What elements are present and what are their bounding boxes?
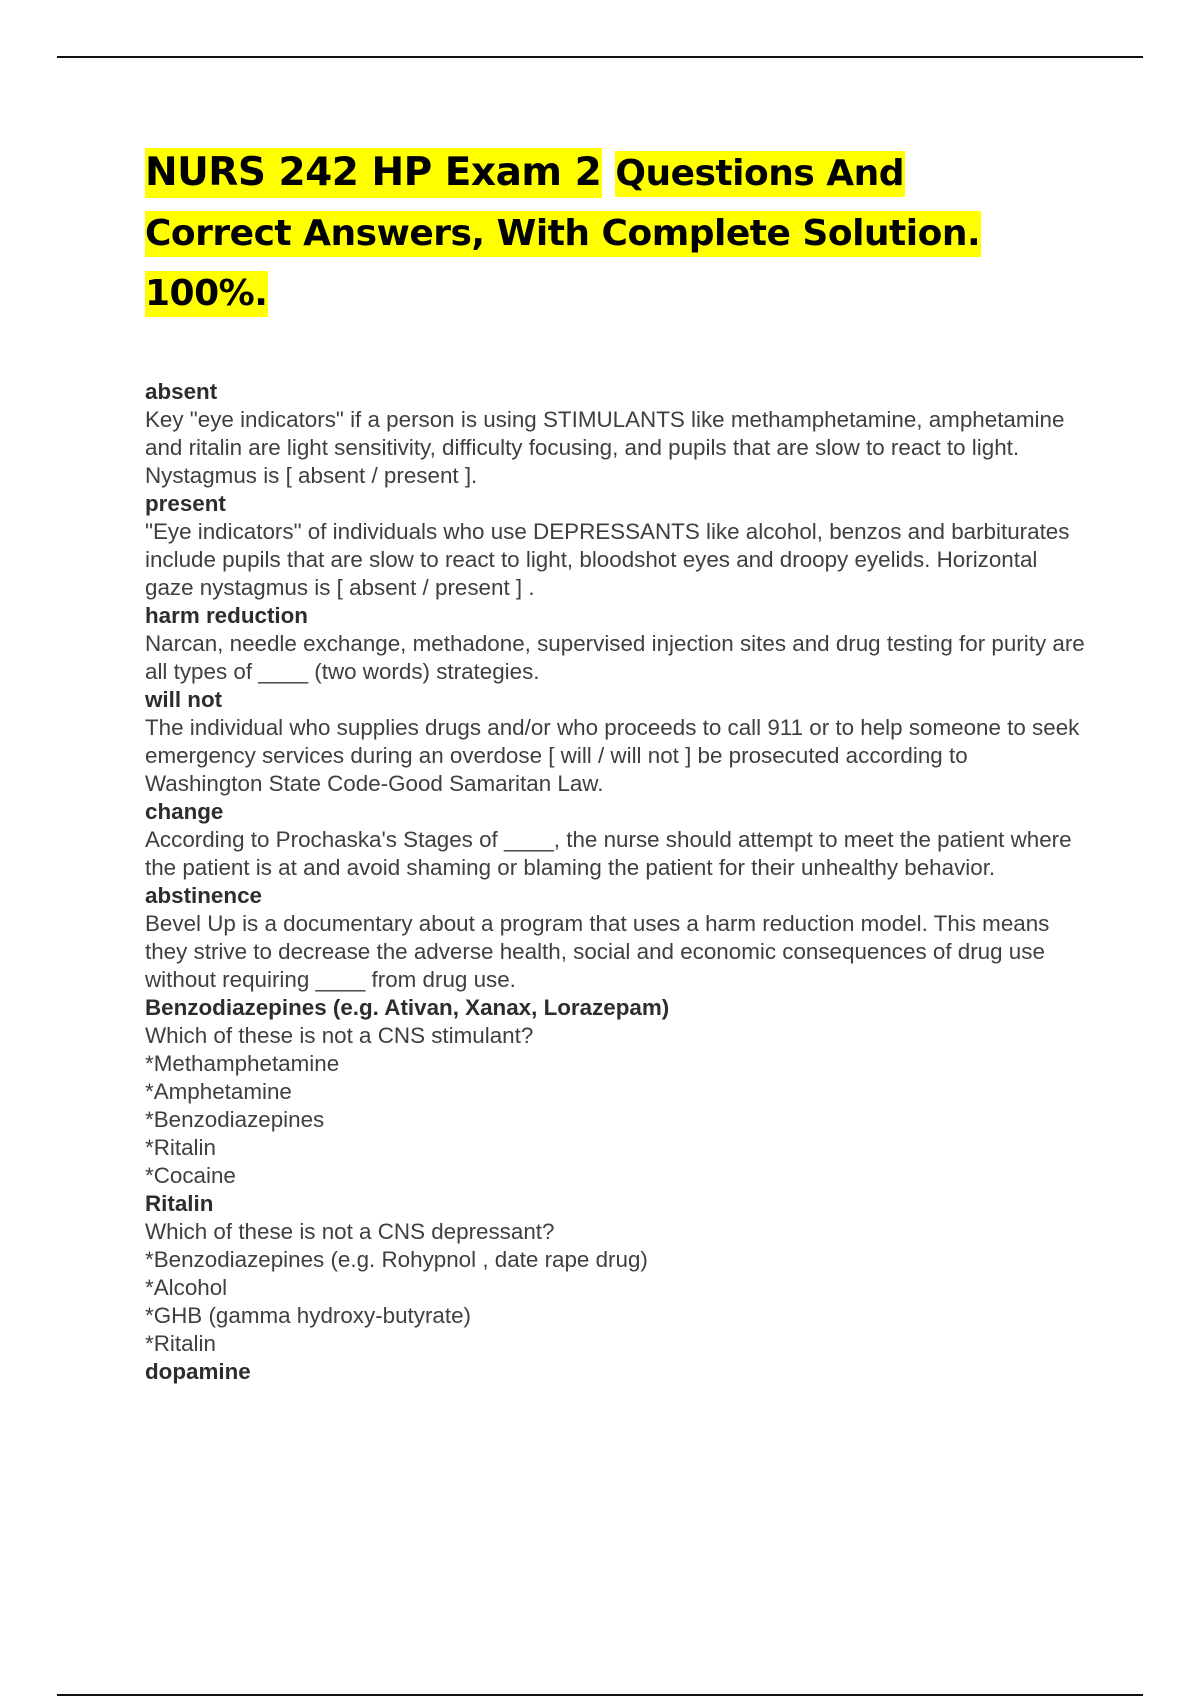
answer-text: will not [145, 687, 223, 712]
question-text: The individual who supplies drugs and/or who proceeds to call 911 or to help someone to seek emergency services during an overdose [ will / will not ] be prosecuted according to Washington State Code-Good Samaritan Law. [145, 715, 1080, 796]
answer-text: Benzodiazepines (e.g. Ativan, Xanax, Lorazepam) [145, 995, 670, 1020]
option-item: *Benzodiazepines [145, 1107, 325, 1132]
question-text: Which of these is not a CNS stimulant? [145, 1023, 534, 1048]
qa-entry [145, 602, 1085, 686]
qa-entry [145, 882, 1085, 994]
option-item: *Benzodiazepines (e.g. Rohypnol , date rape drug) [145, 1247, 648, 1272]
option-item: *Alcohol [145, 1275, 228, 1300]
title-rest: Questions And Correct Answers, With Complete Solution. 100%. [145, 151, 981, 317]
qa-entry [145, 490, 1085, 602]
qa-entry [145, 1358, 1085, 1386]
question-text: According to Prochaska's Stages of ____, the nurse should attempt to meet the patient where the patient is at and avoid shaming or blaming the patient for their unhealthy behavior. [145, 827, 1072, 880]
qa-list [145, 378, 1085, 1386]
answer-text: Ritalin [145, 1191, 214, 1216]
top-rule [57, 56, 1143, 58]
question-text: Bevel Up is a documentary about a program that uses a harm reduction model. This means they strive to decrease the adverse health, social and economic consequences of drug use without requiring ____ from drug use. [145, 911, 1050, 992]
qa-entry [145, 1190, 1085, 1358]
option-item: *Methamphetamine [145, 1051, 340, 1076]
option-item: *Amphetamine [145, 1079, 292, 1104]
question-text: Key "eye indicators" if a person is using STIMULANTS like methamphetamine, amphetamine and ritalin are light sensitivity, difficulty focusing, and pupils that are slow to react to light. Nystagmus is [ absent / present ]. [145, 407, 1065, 488]
answer-text: change [145, 799, 224, 824]
answer-text: harm reduction [145, 603, 308, 628]
qa-entry [145, 686, 1085, 798]
answer-text: absent [145, 379, 218, 404]
option-item: *Ritalin [145, 1331, 216, 1356]
answer-text: present [145, 491, 226, 516]
title-bold: NURS 242 HP Exam 2 [145, 148, 602, 198]
question-text: Which of these is not a CNS depressant? [145, 1219, 555, 1244]
qa-entry [145, 994, 1085, 1190]
page-title [145, 143, 1045, 323]
qa-entry [145, 798, 1085, 882]
answer-text: dopamine [145, 1359, 251, 1384]
option-item: *GHB (gamma hydroxy-butyrate) [145, 1303, 472, 1328]
question-text: "Eye indicators" of individuals who use DEPRESSANTS like alcohol, benzos and barbiturates include pupils that are slow to react to light, bloodshot eyes and droopy eyelids. Horizontal gaze nystagmus is [ absent / present ] . [145, 519, 1070, 600]
question-text: Narcan, needle exchange, methadone, supervised injection sites and drug testing for purity are all types of ____ (two words) strategies. [145, 631, 1085, 684]
option-item: *Ritalin [145, 1135, 216, 1160]
answer-text: abstinence [145, 883, 262, 908]
bottom-rule [57, 1694, 1143, 1696]
qa-entry [145, 378, 1085, 490]
option-item: *Cocaine [145, 1163, 236, 1188]
